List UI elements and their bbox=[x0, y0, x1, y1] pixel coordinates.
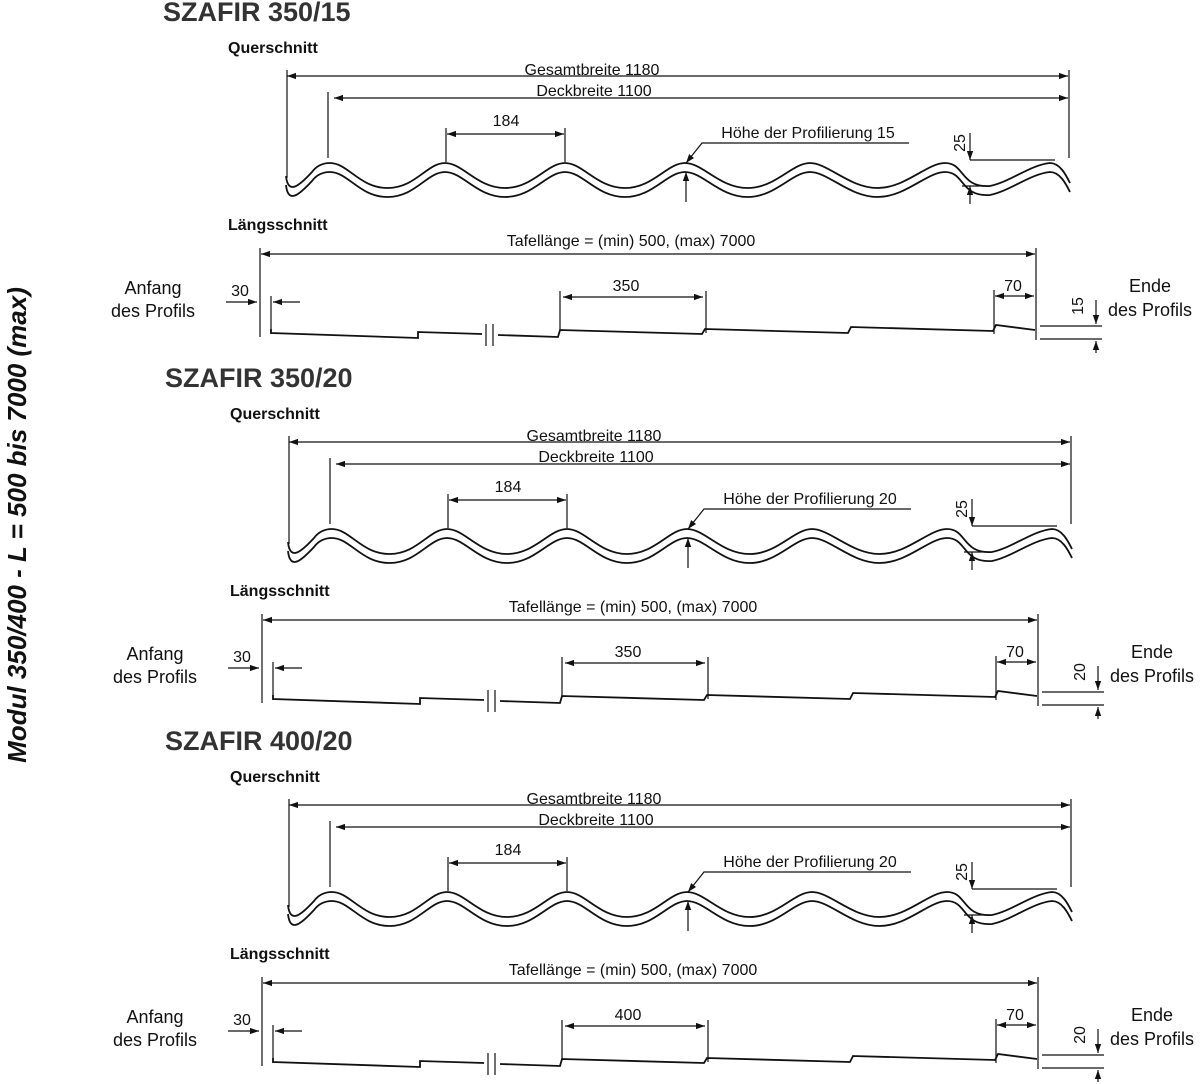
end-label-line1: Ende bbox=[1128, 276, 1172, 296]
start-label-line1: Anfang bbox=[126, 644, 184, 664]
cover-width-label: Deckbreite 1100 bbox=[536, 83, 652, 100]
section-title: SZAFIR 350/15 bbox=[163, 0, 351, 27]
start-label-line1: Anfang bbox=[124, 278, 182, 298]
end-label-line2: des Profils bbox=[1109, 1029, 1195, 1049]
profile-height-label: Höhe der Profilierung 20 bbox=[723, 491, 897, 508]
long-section-label: Längsschnitt bbox=[228, 217, 328, 234]
cover-width-label: Deckbreite 1100 bbox=[538, 449, 654, 466]
module-label: 350 bbox=[614, 644, 642, 661]
start-offset-label: 30 bbox=[233, 649, 251, 666]
start-label-line1: Anfang bbox=[126, 1007, 184, 1027]
long-profile-segment-2 bbox=[500, 1054, 1037, 1066]
end-offset-label: 70 bbox=[1004, 278, 1022, 295]
long-profile-segment-2 bbox=[498, 325, 1035, 337]
panel-length-label: Tafellänge = (min) 500, (max) 7000 bbox=[508, 599, 758, 616]
end-offset-label: 70 bbox=[1006, 1007, 1024, 1024]
cover-width-label: Deckbreite 1100 bbox=[538, 812, 654, 829]
end-label-line2: des Profils bbox=[1107, 300, 1193, 320]
wave-height-label: 25 bbox=[954, 863, 971, 881]
module-label: 400 bbox=[614, 1007, 642, 1024]
total-width-label: Gesamtbreite 1180 bbox=[526, 428, 662, 445]
profile-height-label: Höhe der Profilierung 15 bbox=[721, 125, 895, 142]
panel-length-label: Tafellänge = (min) 500, (max) 7000 bbox=[506, 233, 756, 250]
start-label-line2: des Profils bbox=[110, 301, 196, 321]
profile-height-leader bbox=[686, 143, 909, 163]
panel-length-label: Tafellänge = (min) 500, (max) 7000 bbox=[508, 962, 758, 979]
wave-height-label: 25 bbox=[952, 134, 969, 152]
end-label-line1: Ende bbox=[1130, 1005, 1174, 1025]
module-label: 350 bbox=[612, 278, 640, 295]
start-offset-label: 30 bbox=[231, 283, 249, 300]
section-title: SZAFIR 350/20 bbox=[165, 363, 353, 393]
profile-sheet-outer bbox=[288, 892, 1072, 917]
start-label-line2: des Profils bbox=[112, 1030, 198, 1050]
profile-section bbox=[111, 0, 1192, 353]
profile-sheet-outer bbox=[286, 163, 1070, 188]
profile-height-leader bbox=[688, 872, 911, 892]
wave-height-label: 25 bbox=[954, 500, 971, 518]
start-offset-label: 30 bbox=[233, 1012, 251, 1029]
profile-section bbox=[113, 363, 1194, 719]
end-label-line2: des Profils bbox=[1109, 666, 1195, 686]
long-section-label: Längsschnitt bbox=[230, 583, 330, 600]
wave-pitch-label: 184 bbox=[492, 113, 520, 130]
start-label-line2: des Profils bbox=[112, 667, 198, 687]
wave-pitch-label: 184 bbox=[494, 479, 522, 496]
long-profile-segment-1 bbox=[273, 1058, 484, 1067]
profile-height-leader bbox=[688, 509, 911, 529]
sections bbox=[111, 0, 1194, 1082]
profile-section bbox=[113, 726, 1194, 1082]
total-width-label: Gesamtbreite 1180 bbox=[526, 791, 662, 808]
cross-section-label: Querschnitt bbox=[230, 406, 320, 423]
end-label-line1: Ende bbox=[1130, 642, 1174, 662]
cross-section-label: Querschnitt bbox=[230, 769, 320, 786]
wave-pitch-label: 184 bbox=[494, 842, 522, 859]
side-title: Modul 350/400 - L = 500 bis 7000 (max) bbox=[2, 287, 32, 763]
section-title: SZAFIR 400/20 bbox=[165, 726, 353, 756]
step-height-label: 20 bbox=[1072, 1026, 1089, 1044]
long-section-label: Längsschnitt bbox=[230, 946, 330, 963]
step-height-label: 20 bbox=[1072, 663, 1089, 681]
profile-sheet-outer bbox=[288, 529, 1072, 554]
step-height-label: 15 bbox=[1070, 297, 1087, 315]
profile-height-label: Höhe der Profilierung 20 bbox=[723, 854, 897, 871]
total-width-label: Gesamtbreite 1180 bbox=[524, 62, 660, 79]
long-profile-segment-2 bbox=[500, 691, 1037, 703]
cross-section-label: Querschnitt bbox=[228, 40, 318, 57]
end-offset-label: 70 bbox=[1006, 644, 1024, 661]
long-profile-segment-1 bbox=[271, 329, 482, 338]
long-profile-segment-1 bbox=[273, 695, 484, 704]
